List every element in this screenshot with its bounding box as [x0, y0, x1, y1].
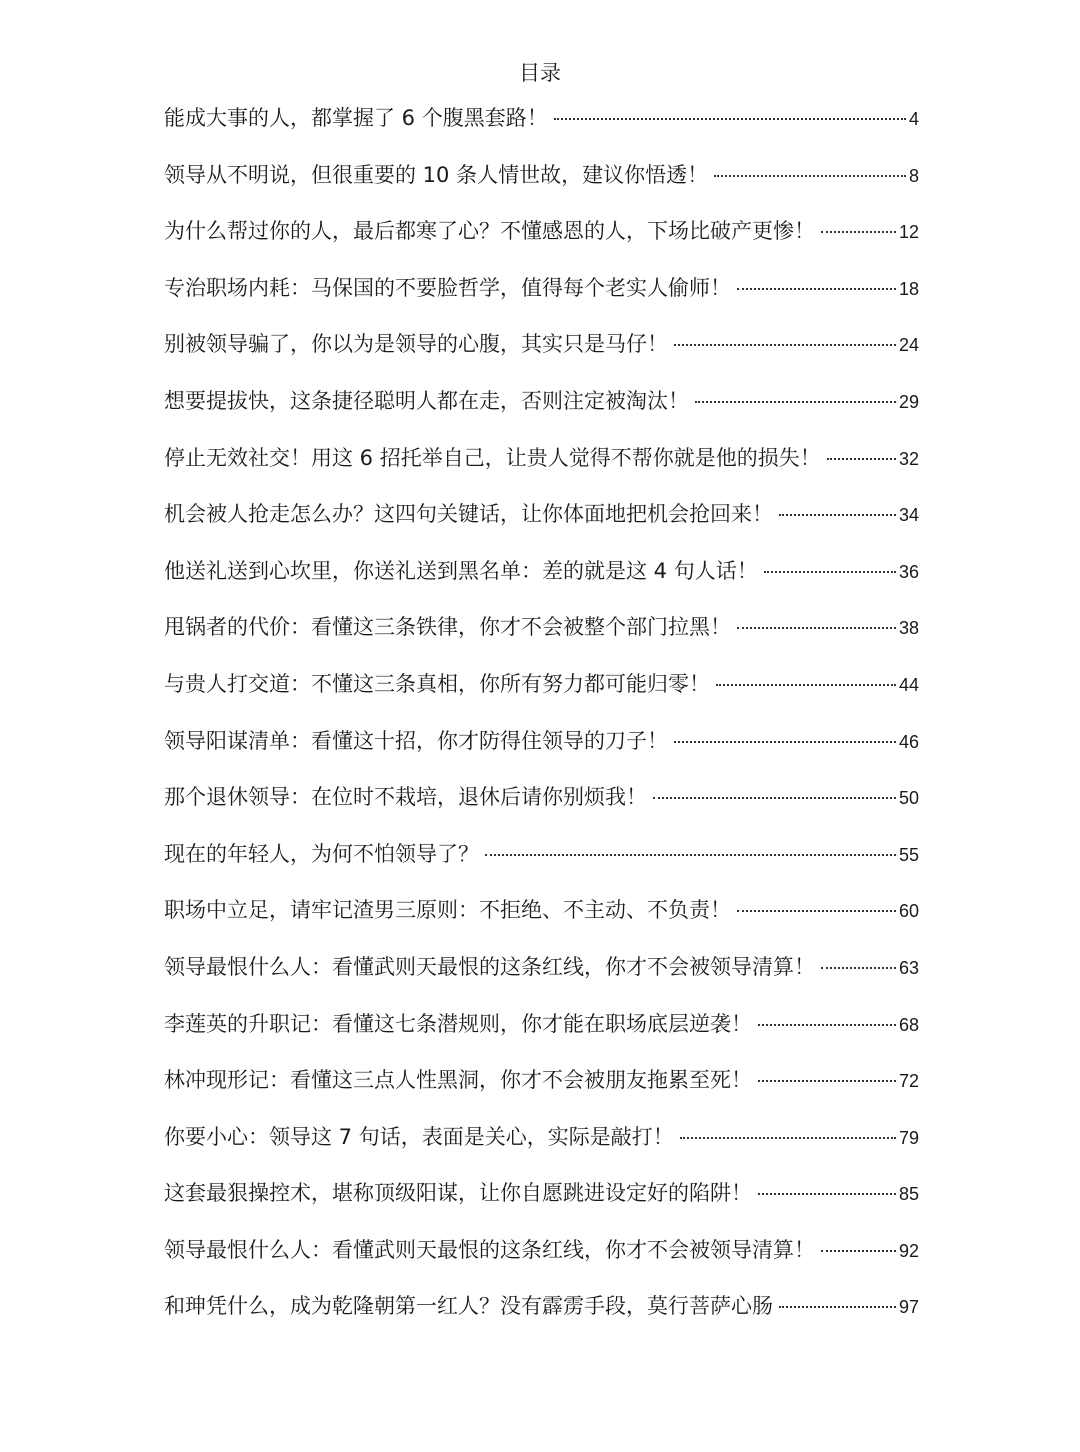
toc-entry[interactable]	[164, 270, 919, 327]
toc-entry-title: 领导阳谋清单：看懂这十招，你才防得住领导的刀子！	[164, 728, 668, 753]
dot-leader	[821, 1250, 896, 1252]
toc-entry-title: 别被领导骗了，你以为是领导的心腹，其实只是马仔！	[164, 332, 668, 357]
toc-page-number: 72	[898, 1071, 919, 1092]
toc-page-number: 34	[898, 505, 919, 526]
dot-leader	[680, 1137, 896, 1139]
toc-entry[interactable]	[164, 779, 919, 836]
toc-entry[interactable]	[164, 1062, 919, 1119]
toc-entry[interactable]	[164, 553, 919, 610]
dot-leader	[674, 741, 896, 743]
dot-leader	[779, 514, 896, 516]
toc-page-number: 50	[898, 788, 919, 809]
dot-leader	[779, 1306, 896, 1308]
toc-entry[interactable]	[164, 1119, 919, 1176]
toc-page-number: 4	[908, 109, 919, 129]
toc-entry-title: 现在的年轻人，为何不怕领导了？	[164, 841, 479, 866]
toc-page-number: 60	[898, 901, 919, 922]
toc-page-number: 68	[898, 1014, 919, 1035]
dot-leader	[716, 684, 896, 686]
toc-entry[interactable]	[164, 1006, 919, 1063]
toc-entry-title: 能成大事的人，都掌握了 6 个腹黑套路！	[164, 106, 548, 130]
dot-leader	[737, 627, 896, 629]
toc-title: 目录	[519, 61, 561, 85]
toc-page-number: 97	[898, 1297, 919, 1318]
toc-page-number: 8	[908, 165, 919, 186]
toc-entry[interactable]	[164, 157, 919, 214]
toc-entry-title: 领导从不明说，但很重要的 10 条人情世故，建议你悟透！	[164, 162, 709, 187]
toc-entry[interactable]	[164, 326, 919, 383]
dot-leader	[737, 288, 896, 290]
toc-entry[interactable]	[164, 496, 919, 553]
toc-entry[interactable]	[164, 1175, 919, 1232]
toc-page-number: 63	[898, 957, 919, 978]
toc-page-number: 32	[898, 448, 919, 469]
dot-leader	[821, 231, 896, 233]
toc-entry-title: 你要小心：领导这 7 句话，表面是关心，实际是敲打！	[164, 1124, 674, 1149]
toc-page-number: 12	[898, 222, 919, 243]
toc-entry-title: 甩锅者的代价：看懂这三条铁律，你才不会被整个部门拉黑！	[164, 615, 731, 640]
toc-entry-title: 领导最恨什么人：看懂武则天最恨的这条红线，你才不会被领导清算！	[164, 954, 815, 979]
dot-leader	[758, 1080, 896, 1082]
toc-entry-title: 职场中立足，请牢记渣男三原则：不拒绝、不主动、不负责！	[164, 898, 731, 923]
toc-entry[interactable]	[164, 609, 919, 666]
toc-entry-title: 李莲英的升职记：看懂这七条潜规则，你才能在职场底层逆袭！	[164, 1011, 752, 1036]
toc-entry-title: 那个退休领导：在位时不栽培，退休后请你别烦我！	[164, 785, 647, 810]
toc-entry-title: 他送礼送到心坎里，你送礼送到黑名单：差的就是这 4 句人话！	[164, 558, 758, 583]
toc-page-number: 38	[898, 618, 919, 639]
dot-leader	[485, 854, 896, 856]
dot-leader	[695, 401, 896, 403]
toc-page-number: 79	[898, 1127, 919, 1148]
toc-entry-title: 专治职场内耗：马保国的不要脸哲学，值得每个老实人偷师！	[164, 275, 731, 300]
toc-page-number: 92	[898, 1240, 919, 1261]
toc-page-number: 46	[898, 731, 919, 752]
dot-leader	[737, 910, 896, 912]
dot-leader	[821, 967, 896, 969]
toc-entry-title: 机会被人抢走怎么办？这四句关键话，让你体面地把机会抢回来！	[164, 502, 773, 527]
toc-entry[interactable]	[164, 949, 919, 1006]
toc-page-number: 29	[898, 391, 919, 412]
toc-entry-title: 这套最狠操控术，堪称顶级阳谋，让你自愿跳进设定好的陷阱！	[164, 1181, 752, 1206]
toc-entry[interactable]	[164, 383, 919, 440]
toc-entry[interactable]	[164, 1288, 919, 1345]
toc-entry-title: 林冲现形记：看懂这三点人性黑洞，你才不会被朋友拖累至死！	[164, 1068, 752, 1093]
dot-leader	[674, 344, 896, 346]
toc-page-number: 24	[898, 335, 919, 356]
dot-leader	[764, 571, 896, 573]
dot-leader	[758, 1024, 896, 1026]
toc-entry[interactable]	[164, 1232, 919, 1289]
toc-entry-title: 领导最恨什么人：看懂武则天最恨的这条红线，你才不会被领导清算！	[164, 1237, 815, 1262]
toc-entry-title: 想要提拔快，这条捷径聪明人都在走，否则注定被淘汰！	[164, 388, 689, 413]
toc-entry[interactable]	[164, 440, 919, 497]
toc-page-number: 18	[898, 278, 919, 299]
toc-entry[interactable]	[164, 666, 919, 723]
toc-entry-title: 与贵人打交道：不懂这三条真相，你所有努力都可能归零！	[164, 671, 710, 696]
toc-entry[interactable]	[164, 213, 919, 270]
toc-entry[interactable]	[164, 892, 919, 949]
toc-entry-title: 为什么帮过你的人，最后都寒了心？不懂感恩的人，下场比破产更惨！	[164, 219, 815, 244]
toc-page-number: 55	[898, 844, 919, 865]
toc-page-number: 44	[898, 674, 919, 695]
dot-leader	[827, 458, 896, 460]
toc-entry[interactable]	[164, 100, 919, 157]
dot-leader	[653, 797, 896, 799]
toc-page-number: 85	[898, 1184, 919, 1205]
toc-entry-title: 停止无效社交！用这 6 招托举自己，让贵人觉得不帮你就是他的损失！	[164, 445, 821, 470]
toc-entry[interactable]	[164, 723, 919, 780]
toc-entry-title: 和珅凭什么，成为乾隆朝第一红人？没有霹雳手段，莫行菩萨心肠	[164, 1294, 773, 1319]
dot-leader	[758, 1193, 896, 1195]
dot-leader	[554, 118, 906, 120]
toc-page-number: 36	[898, 561, 919, 582]
toc-list	[164, 100, 919, 1345]
toc-entry[interactable]	[164, 836, 919, 893]
dot-leader	[714, 175, 906, 177]
